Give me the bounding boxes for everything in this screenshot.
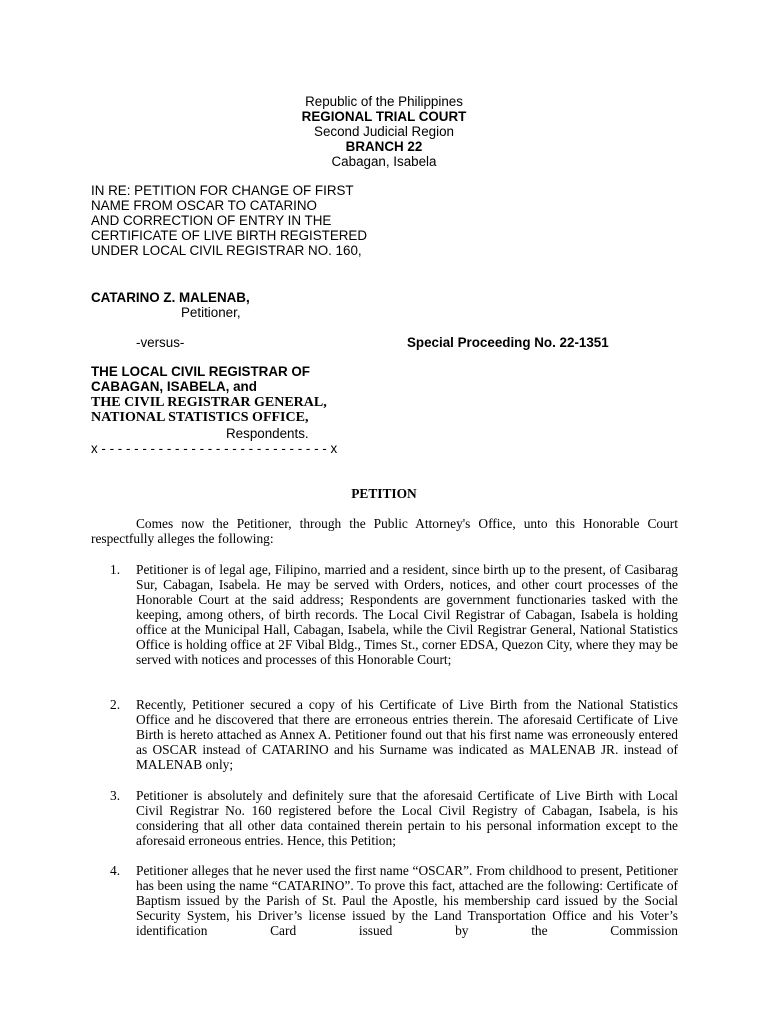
allegation-paragraph: Petitioner alleges that he never used the first name “OSCAR”. From childhood to present, Petitioner has been using the name “CATARINO”. To prove this fact, attached are the following: Certificate of Baptism issued by the Parish of St. Paul the Apostle, his membership card issued by the Social Security System, his Driver’s license issued by the Land Transportation Office and his Voter’s identification Card issued by the Commission xyxy=(136,863,678,938)
caption-separator: x - - - - - - - - - - - - - - - - - - - - - - - - - - - - x xyxy=(91,441,338,456)
republic-line: Republic of the Philippines xyxy=(305,94,463,109)
case-title-line: CERTIFICATE OF LIVE BIRTH REGISTERED xyxy=(91,228,368,243)
special-proceeding-number: Special Proceeding No. 22-1351 xyxy=(407,335,609,350)
versus-label: -versus- xyxy=(136,335,185,350)
allegation-paragraph: Petitioner is absolutely and definitely sure that the aforesaid Certificate of Live Birth with Local Civil Registrar No. 160 registered before the Local Civil Registry of Cabagan, Isabela, is his considering that all other data contained therein pertain to his personal information except to the aforesaid erroneous entries. Hence, this Petition; xyxy=(136,788,678,848)
allegation-paragraph: Petitioner is of legal age, Filipino, married and a resident, since birth up to the present, of Casibarag Sur, Cabagan, Isabela. He may be served with Orders, notices, and other court processes of the Honorable Court at the said address; Respondents are government functionaries tasked with the keeping, among others, of birth records. The Local Civil Registrar of Cabagan, Isabela is holding office at the Municipal Hall, Cabagan, Isabela, while the Civil Registrar General, National Statistics Office is holding office at 2F Vibal Bldg., Times St., corner EDSA, Quezon City, where they may be served with notices and processes of this Honorable Court; xyxy=(136,562,678,667)
respondents-role: Respondents. xyxy=(226,426,309,441)
petitioner-name: CATARINO Z. MALENAB, xyxy=(91,290,250,305)
case-title-line: NAME FROM OSCAR TO CATARINO xyxy=(91,198,317,213)
case-title-line: UNDER LOCAL CIVIL REGISTRAR NO. 160, xyxy=(91,243,362,258)
branch: BRANCH 22 xyxy=(345,139,423,154)
petitioner-role: Petitioner, xyxy=(181,305,241,320)
respondent-line: THE CIVIL REGISTRAR GENERAL, xyxy=(91,395,327,410)
respondent-line: THE LOCAL CIVIL REGISTRAR OF xyxy=(91,364,310,379)
respondent-line: CABAGAN, ISABELA, and xyxy=(91,379,257,394)
petition-title: PETITION xyxy=(351,486,417,501)
allegation-paragraph: Recently, Petitioner secured a copy of his Certificate of Live Birth from the National Statistics Office and he discovered that there are erroneous entries therein. The aforesaid Certificate of Live Birth is hereto attached as Annex A. Petitioner found out that his first name was erroneously entered as OSCAR instead of CATARINO and his Surname was indicated as MALENAB JR. instead of MALENAB only; xyxy=(136,697,678,772)
petition-intro: Comes now the Petitioner, through the Public Attorney's Office, unto this Honorable Court respectfully alleges the following: xyxy=(91,516,678,546)
court-location: Cabagan, Isabela xyxy=(331,154,437,169)
item-number: 3. xyxy=(110,788,121,803)
court-name: REGIONAL TRIAL COURT xyxy=(301,109,467,124)
case-title-line: AND CORRECTION OF ENTRY IN THE xyxy=(91,213,332,228)
case-title-line: IN RE: PETITION FOR CHANGE OF FIRST xyxy=(91,183,354,198)
item-number: 4. xyxy=(110,863,121,878)
judicial-region: Second Judicial Region xyxy=(314,124,454,139)
respondent-line: NATIONAL STATISTICS OFFICE, xyxy=(91,410,309,425)
item-number: 2. xyxy=(110,697,121,712)
item-number: 1. xyxy=(110,562,121,577)
